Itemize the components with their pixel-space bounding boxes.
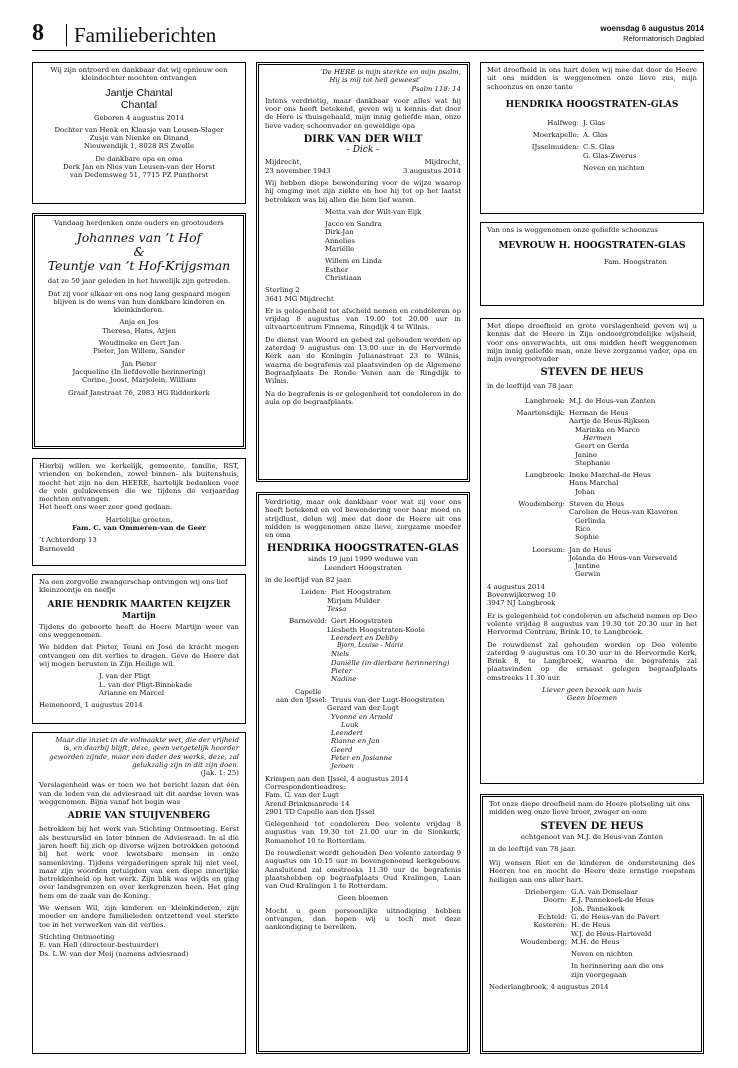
death-date: 3 augustus 2014 [403,166,461,175]
intro-text: Tot onze diepe droefheid nam de Heere plotseling uit ons midden weg onze lieve broer, zwager en oom [489,800,690,817]
deceased-name: STEVEN DE HEUS [540,367,644,379]
child-callname: Martijn [122,609,156,620]
publication-name: Reformatorisch Dagblad [623,34,704,43]
family-member: Gerwin [575,570,601,579]
place-label: IJsselmuiden: [531,143,579,152]
address: Graaf Janstraat 76, 2983 HG Ridderkerk [68,388,210,397]
family-member: Neven en nichten [583,164,645,173]
family-member: Hans Marchal [569,479,619,488]
family-member: Gerard van der Lugt [327,704,399,713]
family-member: Geerd [331,745,353,754]
family-member: Bjorn, Louise - Marie [337,642,404,650]
family-group [487,409,697,417]
family-member: E.J. Pannekoek-de Heus [571,896,654,905]
family-member: Marinka en Marco [575,425,640,434]
memorial-announcement [32,732,246,1054]
deceased-name: MEVROUW H. HOOGSTRATEN-GLAS [498,241,686,252]
place-label: Halfweg: [547,118,579,127]
family-line: Jan Pieter [121,359,157,368]
family-group [489,896,695,904]
quote-reference: Psalm 118: 14 [411,84,461,93]
no-flowers: Geen bloemen [566,694,618,703]
family-member: Nadine [331,675,357,684]
child-name: ARIE HENDRIK MAARTEN KEIJZER [47,599,231,610]
family-member: Joh. Pannekoek [571,904,625,913]
spouse-line: echtgenoot van M.J. de Heus-van Zanten [520,832,664,841]
family-line: Jacco en Sandra [325,220,382,229]
intro-text: Wij zijn ontroerd en dankbaar dat wij opnieuw een kleindochter mochten ontvangen [50,66,228,83]
family-member: G. Glas-Zwerus [583,151,637,160]
family-member: G.A. van Donselaar [571,888,638,897]
place-date: Nederlangbroek, 4 augustus 2014 [489,983,609,992]
place-label: Barneveld: [289,617,327,626]
death-place: Mijdrecht, [424,158,461,167]
place-label: Leersum: [532,545,565,554]
family-member: Leendert [331,729,363,738]
deceased-name: ADRIE VAN STUIJVENBERG [67,811,211,822]
thanks-text: Hierbij willen we kerkelijk, gemeente, familie, RST, vrienden en bekenden, zowel binnen- als buitenshuis, mocht het zijn na den HEERE, hartelijk bedanken voor de vele gelukwensen die we tijdens de verjaardag mochten ontvangen. [39,462,239,504]
family-member: Peter en Josianne [331,754,393,763]
signatory: Stichting Ontmoeting [39,932,115,941]
family-group [489,913,695,921]
grandparents: Derk Jan en Nies van Leusen-van der Horst [63,163,215,172]
family-member: Gerlinda [575,516,606,525]
obituary-hendrika-siblings [480,62,704,214]
child-nickname: Chantal [120,99,158,112]
family-member: Johan [575,487,595,496]
signatory: Fam. Hoogstraten [603,258,667,267]
family-member: Herman de Heus [569,409,629,418]
family-member: Pieter [331,667,353,676]
address-city: 3947 NJ Langbroek [487,599,556,608]
wish-text: Dat zij voor elkaar en ons nog lang gespaard mogen blijven is de wens van hun dankbare kinderen en kleinkinderen. [47,289,231,315]
no-flowers: Geen bloemen [337,894,389,903]
family-member: Ineke Marchal-de Heus [569,471,651,480]
place-label: Echteld: [537,912,567,921]
place-label: Langbroek: [525,471,565,480]
address-city: 3641 MG Mijdrecht [265,294,334,303]
stillbirth-announcement [32,574,246,724]
address-street: Sterling 2 [265,286,300,295]
family-member: Jantine [575,562,600,571]
grandparents-address: van Dedemsweg 51, 7715 PZ Punthorst [69,171,209,180]
condolence-info: Er is gelegenheid tot condoleren en afscheid nemen op Deo volente vrijdag 8 augustus van 19.30 tot 20.30 uur in het Hervormd Centrum, Brink 10, te Langbroek. [487,611,697,637]
intro-text: Verdrietig, maar ook dankbaar voor wat zij voor ons heeft betekend en vol bewondering voor haar moed en strijdlust, delen wij mee dat door de Heere uit ons midden is weggenomen onze lieve, zorgzame moeder en oma [265,498,461,540]
family-line: Willem en Linda [325,257,382,266]
place-date: Krimpen aan den IJssel, 4 augustus 2014 [265,774,409,783]
signatory: J. van der Pligt [99,672,151,681]
family-line: Woudineke en Gert Jan [98,339,180,348]
age-line: in de leeftijd van 82 jaar. [265,576,352,585]
signatory: Fam. C. van Ommeren-van de Geer [72,524,206,533]
family-member: Aartje de Heus-Rijksen [569,417,650,426]
obituary-mevrouw-hoogstraten [480,222,704,306]
section-title: Familieberichten [66,24,216,46]
prayer-text: We bidden dat Pieter, Teuni en José de kracht mogen ontvangen om dit verlies te dragen. Geve de Heere dat wij mogen berusten in Zijn Heilige wil. [39,643,239,669]
family-member: Rico [575,524,591,533]
family-line: Pieter, Jan Willem, Sander [93,347,185,356]
family-member: Jeroen [331,762,354,771]
birth-place: Mijdrecht, [265,158,302,167]
condolence-text: We wensen Wil, zijn kinderen en kleinkinderen, zijn moeder en andere familieleden ontzettend veel sterkte toe in het verwerken van dit verlies. [39,904,239,929]
place-label: Capelle [295,687,322,696]
service-info: De dienst van Woord en gebed zal gehouden worden op zaterdag 9 augustus om 13.00 uur in de Hervormde Kerk aan de Koningin Julianastraat 23 te Wilnis, waarna de begrafenis zal plaatsvinden op de Algemene Begraafplaats De Ronde Venen aan de Ringdijk te Wilnis. [265,335,461,386]
intro-text: Vandaag herdenken onze ouders en grootouders [54,219,224,227]
tribute-text: betrokken bij het werk van Stichting Ontmoeting. Eerst als bestuurslid en later binnen de Adviesraad. In al die jaren heeft hij zich op diverse wijzen betrokken getoond bij het werk voor kwetsbare mensen in onze samenleving. Tijdens vergaderingen sprak hij niet veel, maar zijn woorden getuigden van een diepe innerlijke betrokkenheid op het werk. Zijn blik was wijds en ging over landsgrenzen en over kerkgrenzen heen. Het ging hem om de zaak van de Koning. [39,825,239,900]
deceased-name: HENDRIKA HOOGSTRATEN-GLAS [267,543,459,555]
obituary-steven-de-heus-siblings [480,794,704,1054]
family-member: Carolien de Heus-van Klaveren [569,508,678,517]
date-line: 4 augustus 2014 [487,582,545,591]
deceased-name: STEVEN DE HEUS [540,820,644,832]
place-label: Woudenberg: [518,500,565,509]
deceased-nickname: - Dick - [346,145,380,156]
family-line: Jacqueline (In liefdevolle herinnering) [72,367,206,376]
place-label: Maartensdijk: [516,409,565,418]
memorial-line: zijn voorgegaan [571,970,627,979]
correspondence-name: Fam. G. van der Lugt [265,791,339,800]
correspondence-street: Arend Brinkmanrede 14 [265,799,350,808]
family-member: C.S. Glas [583,143,615,152]
family-member: J. Glas [583,118,605,127]
family-member: Jan de Heus [569,545,612,554]
place-label: Kesteren: [533,921,567,930]
signatory: Ds. L.W. van der Meij (namens adviesraad) [39,949,189,958]
signatory: Arianne en Marcel [99,688,165,697]
intro-text: Verslagenheid was er toen we het bericht lazen dat één van de leden van de adviesraad uit dit aardse leven was weggenomen. Bijna vanaf het begin was [39,781,239,807]
page-number: 8 [32,20,44,46]
family-line: Annelies [325,236,355,245]
after-burial-info: Na de begrafenis is er gelegenheid tot condoleren in de aula op de begraafplaats. [265,389,461,406]
page-header [32,22,704,51]
family-member: W.J. de Heus-Harteveld [571,929,652,938]
family-group [487,546,697,554]
family-group [487,500,697,508]
wife-name: Teuntje van ’t Hof-Krijgsman [47,258,231,274]
condolence-info: Er is gelegenheid tot afscheid nemen en condoleren op vrijdag 8 augustus van 19.00 tot 20.00 uur in uitvaartcentrum Finnema, Ringdijk 4 te Wilnis. [265,306,461,332]
address-city: Barneveld [39,544,75,553]
message-text: Tijdens de geboorte heeft de Heere Martijn weer van ons weggenomen. [39,622,239,640]
place-label: Leiden: [300,588,327,597]
greeting: Hartelijke groeten, [105,515,173,524]
intro-text: Na een zorgvolle zwangerschap ontvingen wij ons lief kleinzoontje en neefje [39,578,228,595]
service-info: De rouwdienst wordt gehouden Deo volente zaterdag 9 augustus om 10.15 uur in bovengenoemd kerkgebouw. Aansluitend zal omstreeks 11.30 uur de begrafenis plaatshebben op begraafplaats Oud Kralingen, Laan van Oud Kralingen 1 te Rotterdam. [265,848,461,891]
place-label: Doorn: [543,896,567,905]
thanks-text-2: Het heeft ons weer zeer goed gedaan. [39,503,173,512]
family-member: Truus van der Lugt-Hoogstraten [331,695,445,704]
family-member: Mirjam Mulder [327,596,381,605]
deceased-name: DIRK VAN DER WILT [303,134,423,146]
family-member: Liesbeth Hoogstraten-Koole [327,625,425,634]
address: Nieuwendijk 1, 8028 RS Zwolle [83,142,195,151]
family-line: Theresa, Hans, Arjen [102,326,176,335]
family-line: Esther [325,265,349,274]
family-member: H. de Heus [571,921,611,930]
family-line: Metta van der Wilt-van Eijk [325,207,422,216]
family-line: Anja en Jos [119,318,159,327]
family-member: Jolanda de Heus-van Verseveld [569,553,677,562]
address-street: ’t Achterdorp 13 [39,536,97,545]
family-member: Sophie [575,533,599,542]
family-member: Steven de Heus [569,500,624,509]
family-member: Piet Hoogstraten [331,588,391,597]
intro-text: Met droefheid in ons hart delen wij mee dat door de Heere uit ons midden is weggenomen onze lieve zus, mijn schoonzus en onze tante [487,66,697,91]
family-group [489,938,695,946]
place-date: Heinenoord, 1 augustus 2014 [39,701,143,710]
family-group [487,471,697,479]
signatory: L. van der Pligt-Binnekade [99,680,193,689]
correspondence-city: 2901 TD Capelle aan den IJssel [265,807,375,816]
place-label: Woudenberg: [520,937,567,946]
family-member: Geert en Gerda [575,442,630,451]
family-member: Janine [575,450,598,459]
bible-reference: (Jak. 1: 25) [200,769,239,778]
family-member: Niels [331,650,350,659]
birth-date: Geboren 4 augustus 2014 [93,113,185,122]
family-member: A. Glas [583,131,608,140]
family-line: Corine, Joost, Marjolein, William [81,376,197,385]
intro-text: Intens verdrietig, maar dankbaar voor alles wat hij voor ons heeft betekend, geven wij u kennis dat door de Here is thuisgehaald, mijn innig geliefde man, onze lieve vader, schoonvader en geweldige opa [265,96,461,130]
family-member: G. de Heus-van de Pavert [571,912,660,921]
place-label: Langbroek: [525,396,565,405]
family-member: Leendert en Debby [331,633,398,642]
family-line: Christiaan [325,273,362,282]
place-label: aan den IJssel: [275,695,327,704]
family-group [487,397,697,405]
dates-row [265,167,461,175]
quote-line: ‘De HERE is mijn sterkte en mijn psalm, [320,68,461,76]
age-line: in de leeftijd van 78 jaar. [489,844,576,853]
husband-name: Johannes van ’t Hof [76,230,202,246]
family-member: Luuk [341,720,359,729]
obituary-steven-de-heus-family [480,318,704,784]
age-line: in de leeftijd van 78 jaar. [487,382,574,391]
family-group [489,921,695,929]
family-group [487,131,697,139]
family-member: Neven en nichten [571,950,633,959]
thanks-announcement [32,458,246,566]
family-member: Stephanie [575,458,611,467]
family-group [487,119,697,127]
memorial-line: In herinnering aan die ons [571,962,664,971]
correspondence-label: Correspondentieadres: [265,782,346,791]
place-label: Moerkapelle: [532,131,579,140]
signatory: E. van Hell (directeur-bestuurder) [39,941,159,950]
family-group [265,696,461,704]
family-member: Daniëlle (in dierbare herinnering) [331,658,450,667]
parents: Dochter van Henk en Klaasje van Leusen-Slager [54,125,224,134]
tribute-text: Wij hebben diepe bewondering voor de wijze waarop hij omging met zijn ziekte en hoe hij tot op het laatst betrokken was bij allen die hem lief waren. [265,178,461,204]
family-group [265,588,461,596]
family-member: M.H. de Heus [571,937,620,946]
obituary-hendrika-family [256,492,470,1054]
family-line: Dirk-Jan [325,228,354,237]
birth-announcement [32,62,246,204]
family-group [265,617,461,625]
family-group [489,888,695,896]
address-street: Bovenwijkerweg 10 [487,591,556,600]
deceased-name: HENDRIKA HOOGSTRATEN-GLAS [505,99,679,110]
condolence-info: Gelegenheid tot condoleren Deo volente vrijdag 8 augustus van 19.30 tot 21.00 uur in de Sionkerk, Romanohof 10 te Rotterdam. [265,820,461,845]
service-info: De rouwdienst zal gehouden worden op Deo volente zaterdag 9 augustus om 10.30 uur in de Hervormde Kerk, Brink 8, te Langbroek, waarna de begrafenis zal plaatsvinden op de ernaast gelegen begraafplaats omstreeks 11.30 uur. [487,640,697,682]
family-member: M.J. de Heus-van Zanten [569,396,656,405]
family-group [487,143,697,151]
anniversary-text: dat ze 50 jaar geleden in het huwelijk zijn getreden. [47,277,231,286]
place-label: Driebergen: [524,888,567,897]
no-visits: Liever geen bezoek aan huis [542,685,642,694]
family-member: Rianne en Jan [331,737,380,746]
grandparents-label: De dankbare opa en oma [95,154,183,163]
wish-text: Wij wensen Riet en de kinderen de ondersteuning des Heeren toe en mocht de Heere deze ernstige roepstem heiligen aan ons aller hart. [489,859,695,884]
family-member: Yvonne en Arnold [331,712,393,721]
family-member: Hermen [583,433,612,442]
obituary-dirk-van-der-wilt [256,62,470,482]
siblings: Zusje van Nienke en Dinand [89,134,189,143]
family-member: Tessa [327,604,347,613]
child-name: Jantje Chantal [105,86,173,99]
anniversary-announcement [32,213,246,449]
ampersand: & [133,244,145,260]
family-line: Mariëlle [325,245,355,254]
widow-line: sinds 19 juni 1999 weduwe van [308,555,418,564]
intro-text: Van ons is weggenomen onze geliefde schoonzus [487,226,658,234]
late-husband: Leendert Hoogstraten [324,563,402,572]
invitation-note: Mocht u geen persoonlijke uitnodiging hebben ontvangen, dan hopen wij u toch met deze aankondiging te bereiken. [265,906,461,932]
birth-date: 23 november 1943 [265,166,331,175]
family-member: Gert Hoogstraten [331,617,393,626]
intro-text: Met diepe droefheid en grote verslagenheid geven wij u kennis dat de Heere in Zijn ondoorgrondelijke wijsheid, voor ons onverwachts, uit ons midden heeft weggenomen mijn innig geliefde man, onze lieve zorgzame vader, opa en mijn overgrootvader [487,322,697,364]
quote-line: Hij is mij tot heil geweest’ [329,76,421,85]
bible-quote: Maar die inziet in de volmaakte wet, die der vrijheid is, en daarbij blijft, deze, geen vergetelijk hoorder geworden zijnde, maar een dader des werks, deze, zal gelukzalig zijn in dit zijn doen. [49,736,239,769]
dates-row [265,158,461,166]
issue-date: woensdag 6 augustus 2014 [600,24,704,33]
